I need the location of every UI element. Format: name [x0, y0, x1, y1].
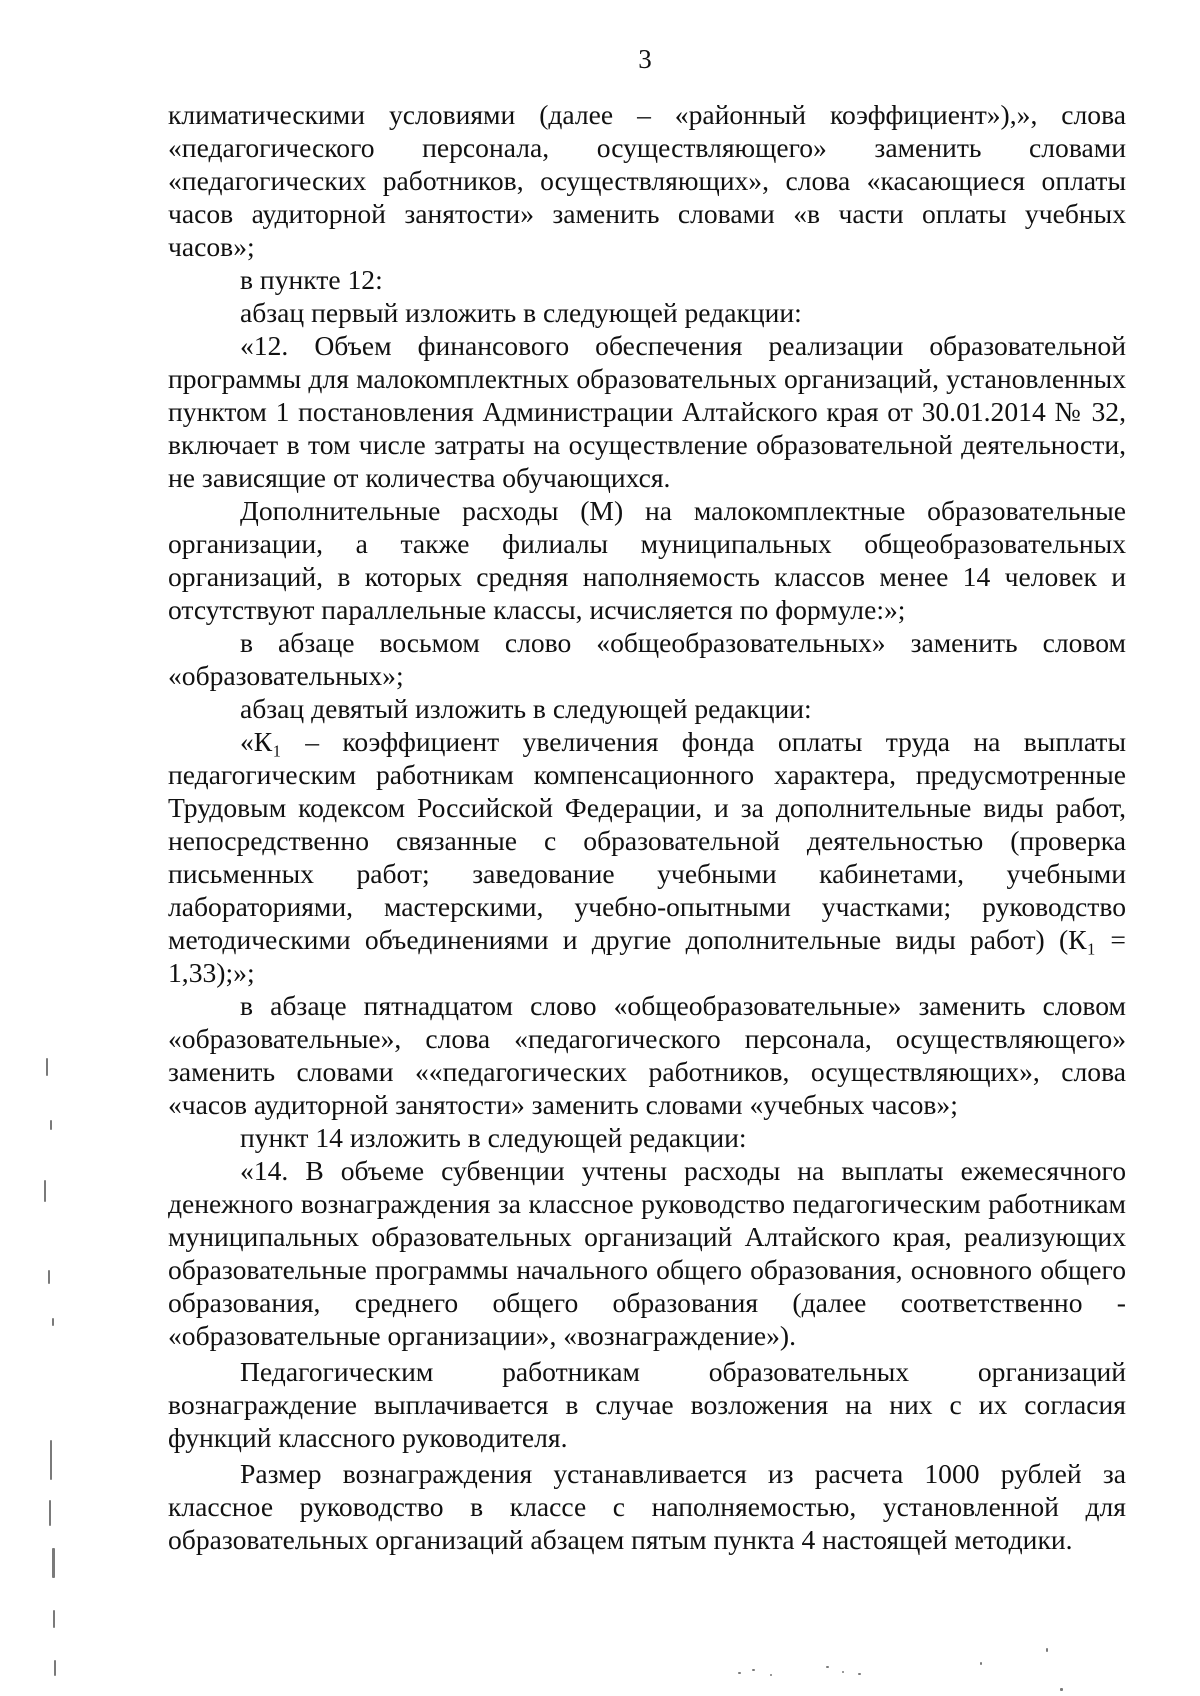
scan-speck — [54, 1660, 56, 1676]
document-body — [168, 98, 1126, 1556]
scan-speck — [738, 1672, 741, 1674]
scan-speck — [50, 1120, 52, 1130]
scan-speck — [52, 1318, 54, 1326]
paragraph: «К₁ – коэффициент увеличения фонда оплаты труда на выплаты педагогическим работникам компенсационного характера, предусмотренные Трудовым кодексом Российской Федерации, и за дополнительные виды работ, непосредственно связанные с образовательной деятельностью (проверка письменных работ; заведование учебными кабинетами, учебными лабораториями, мастерскими, учебно-опытными участками; руководство методическими объединениями и другие дополнительные виды работ) (К₁ = 1,33);»; — [168, 726, 1126, 988]
scan-speck — [1060, 1688, 1063, 1691]
scan-speck — [770, 1674, 772, 1676]
paragraph: в абзаце восьмом слово «общеобразовательных» заменить словом «образовательных»; — [168, 627, 1126, 691]
scan-speck — [858, 1673, 861, 1675]
scan-speck — [752, 1669, 755, 1671]
scan-speck — [53, 1610, 55, 1628]
scan-speck — [1046, 1648, 1048, 1652]
scan-speck — [49, 1500, 51, 1526]
paragraph: «14. В объеме субвенции учтены расходы на выплаты ежемесячного денежного вознаграждения за классное руководство педагогическим работникам муниципальных образовательных организаций Алтайского края, реализующих образовательные программы начального общего образования, основного общего образования, среднего общего образования (далее соответственно - «образовательные организации», «вознаграждение»). — [168, 1155, 1126, 1351]
scan-speck — [826, 1666, 829, 1668]
paragraph: пункт 14 изложить в следующей редакции: — [240, 1122, 747, 1153]
paragraph: в абзаце пятнадцатом слово «общеобразовательные» заменить словом «образовательные», слова «педагогического персонала, осуществляющего» заменить словами ««педагогических работников, осуществляющих», слова «часов аудиторной занятости» заменить словами «учебных часов»; — [168, 990, 1126, 1120]
scan-speck — [44, 1180, 46, 1202]
scan-speck — [980, 1662, 982, 1665]
scan-speck — [842, 1671, 844, 1673]
scan-speck — [48, 1270, 50, 1284]
paragraph: в пункте 12: — [240, 264, 383, 295]
paragraph: «12. Объем финансового обеспечения реализации образовательной программы для малокомплектных образовательных организаций, установленных пунктом 1 постановления Администрации Алтайского края от 30.01.2014 № 32, включает в том числе затраты на осуществление образовательной деятельности, не зависящие от количества обучающихся. — [168, 330, 1126, 493]
paragraph: Размер вознаграждения устанавливается из расчета 1000 рублей за классное руководство в классе с наполняемостью, установленной для образовательных организаций абзацем пятым пункта 4 настоящей методики. — [168, 1458, 1126, 1555]
page-number: 3 — [638, 44, 652, 74]
paragraph: Дополнительные расходы (М) на малокомплектные образовательные организации, а также филиалы муниципальных общеобразовательных организаций, в которых средняя наполняемость классов менее 14 человек и отсутствуют параллельные классы, исчисляется по формуле:»; — [168, 495, 1126, 625]
scan-speck — [50, 1440, 52, 1480]
paragraph: абзац первый изложить в следующей редакции: — [240, 297, 802, 328]
paragraph: абзац девятый изложить в следующей редакции: — [240, 693, 812, 724]
paragraph: Педагогическим работникам образовательных организаций вознаграждение выплачивается в случае возложения на них с их согласия функций классного руководителя. — [168, 1356, 1126, 1453]
scan-speck — [46, 1058, 48, 1076]
paragraph: климатическими условиями (далее – «районный коэффициент»),», слова «педагогического персонала, осуществляющего» заменить словами «педагогических работников, осуществляющих», слова «касающиеся оплаты часов аудиторной занятости» заменить словами «в части оплаты учебных часов»; — [168, 99, 1126, 262]
scan-speck — [52, 1548, 55, 1578]
